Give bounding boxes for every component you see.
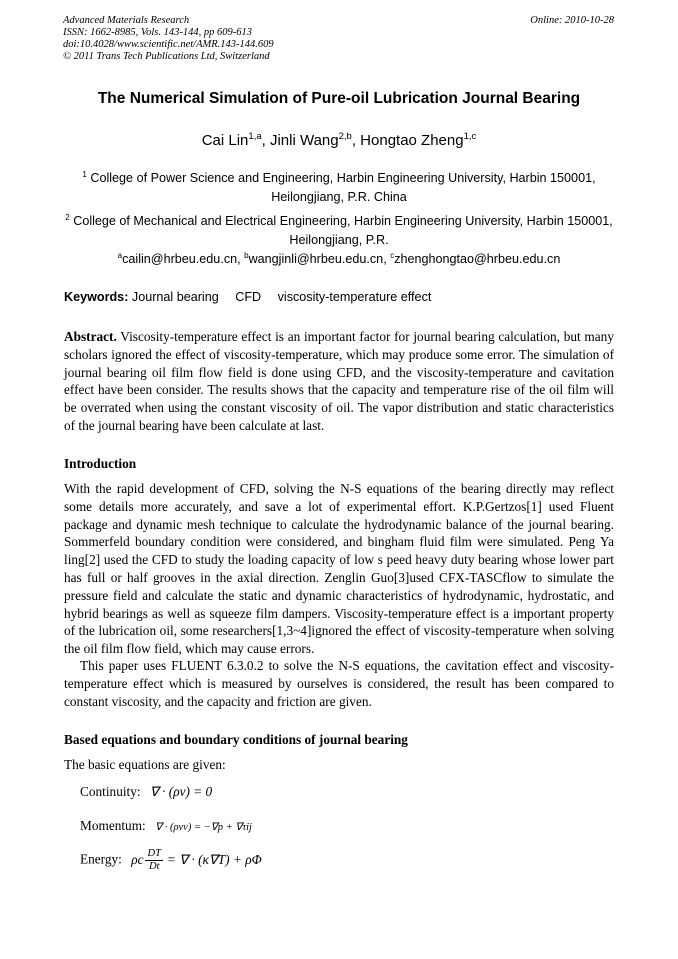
email-mark: c [390, 251, 395, 260]
author-affiliation-mark: 2,b [338, 131, 352, 142]
affiliation-1 [60, 165, 618, 207]
equation-expression: ∇ · (ρv) = 0 [149, 784, 213, 799]
fraction-denominator: Dt [148, 861, 160, 872]
doi-line: doi:10.4028/www.scientific.net/AMR.143-144.609 [63, 39, 274, 50]
email-list: $^a$cailin@hrbeu.edu.cn, $^b$wangjinli@hrbeu.edu.cn, $^c$zhenghongtao@hrbeu.edu.cn [117, 251, 561, 267]
online-date: Online: 2010-10-28 [530, 15, 614, 26]
copyright-line: © 2011 Trans Tech Publications Ltd, Switzerland [63, 51, 270, 62]
equation-expression: ∇ · (ρvv) = −∇p + ∇τij [155, 822, 252, 833]
email-address: wangjinli@hrbeu.edu.cn [248, 252, 384, 267]
abstract [64, 328, 614, 435]
author-affiliation-mark: 1,c [463, 131, 477, 142]
equation-rhs: = ∇ · (κ∇T) + ρΦ [166, 851, 262, 867]
author-list: Cai Lin$^{1,a}$, Jinli Wang$^{2,b}$, Hongtao Zheng$^{1,c}$ [201, 131, 477, 149]
affiliation-line: Heilongjiang, P.R. China [271, 190, 407, 205]
affiliation-line: Heilongjiang, P.R. [289, 233, 389, 248]
email-address: cailin@hrbeu.edu.cn [122, 252, 238, 267]
keyword: viscosity-temperature effect [277, 290, 432, 304]
energy-equation [80, 848, 262, 873]
email-mark: b [244, 251, 249, 260]
fraction-numerator: DT [147, 848, 161, 859]
introduction-paragraph-1: With the rapid development of CFD, solving the N-S equations of the bearing directly may reflect some details more accurately, and save a lot of experimental effort. K.P.Gertzos[1] used Fluent package and dynamic mesh technique to calculate the hydrodynamic balance of the journal bearing. Sommerfeld boundary condition were considered, and bingham fluid film were simulated. Peng Ya ling[2] used the CFD to study the loading capacity of low s peed heavy duty bearing whose lower part has full or half grooves in the axial direction. Zenglin Guo[3]used CFX-TASCflow to simulate the pressure field and calculate the static and dynamic characteristics of hydrodynamic, hydrostatic, and hybrid bearings as well as squeeze film dampers. Viscosity-temperature effect is a important property of the lubrication oil, some researchers[1,3~4]ignored the effect of viscosity-temperature when solving the oil film flow field, which may cause errors. [64, 481, 614, 657]
continuity-equation [80, 784, 212, 800]
affiliation-mark: 2 [65, 213, 70, 222]
affiliation-line: College of Power Science and Engineering, Harbin Engineering University, Harbin 150001, [90, 171, 596, 186]
equation-label: Continuity: [80, 784, 141, 799]
derivative-fraction [145, 848, 162, 873]
keywords-label: Keywords: [64, 290, 129, 304]
author-affiliation-mark: 1,a [248, 131, 262, 142]
affiliation-2 [60, 208, 618, 250]
equations-intro: The basic equations are given: [64, 757, 226, 772]
author-name: Cai Lin [201, 132, 249, 149]
author-name: Jinli Wang [269, 132, 339, 149]
momentum-equation [80, 818, 252, 834]
affiliation-line: College of Mechanical and Electrical Engineering, Harbin Engineering University, Harbin 150001, [73, 214, 613, 229]
section-heading-equations: Based equations and boundary conditions of journal bearing [64, 732, 408, 747]
introduction-paragraph-2: This paper uses FLUENT 6.3.0.2 to solve the N-S equations, the cavitation effect and viscosity-temperature effect which is measured by ourselves is considered, the result has been compared to constant viscosity, and the capacity and friction are given. [64, 658, 614, 709]
journal-name: Advanced Materials Research [63, 15, 190, 26]
equation-label: Momentum: [80, 818, 146, 833]
keyword: Journal bearing [131, 290, 219, 304]
keywords [64, 290, 444, 304]
issn-line: ISSN: 1662-8985, Vols. 143-144, pp 609-613 [63, 27, 252, 38]
author-name: Hongtao Zheng [360, 132, 464, 149]
abstract-label: Abstract. [64, 329, 117, 344]
paper-title: The Numerical Simulation of Pure-oil Lubrication Journal Bearing [97, 90, 581, 107]
section-heading-introduction: Introduction [64, 456, 137, 471]
equation-lhs: ρc [131, 851, 144, 867]
email-mark: a [117, 251, 123, 260]
keyword: CFD [235, 290, 262, 304]
equation-label: Energy: [80, 851, 122, 867]
abstract-text: Viscosity-temperature effect is an important factor for journal bearing calculation, but many scholars ignored the effect of viscosity-temperature, which may produce some error. The simulation of journal bearing oil film flow field is done using CFD, and the viscosity-temperature and cavitation effect have been consider. The results shows that the capacity and temperature rise of the oil film will be overrated when using the constant viscosity of oil. The vapor distribution and static characteristics of the journal bearing have been calculate at last. [64, 329, 614, 433]
email-address: zhenghongtao@hrbeu.edu.cn [394, 252, 561, 267]
journal-header [63, 15, 274, 63]
affiliation-mark: 1 [82, 170, 87, 179]
